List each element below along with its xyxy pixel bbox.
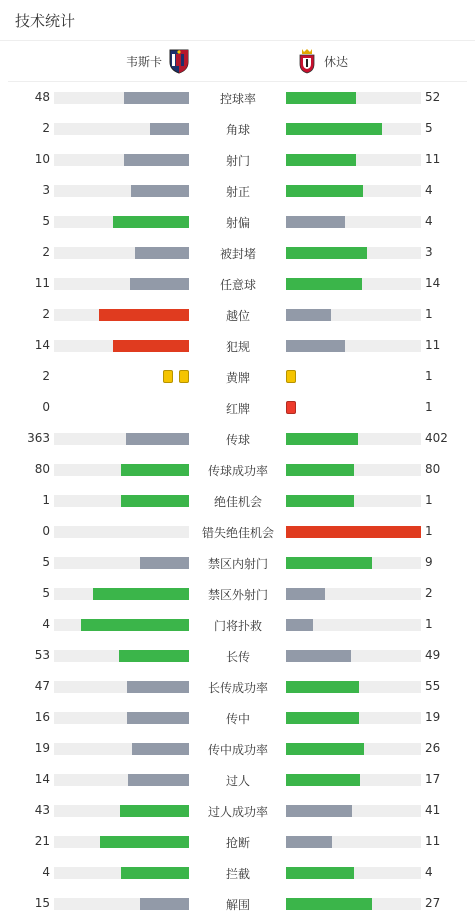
away-stat-bar-fill <box>286 433 358 445</box>
away-stat-bar <box>286 774 421 786</box>
stat-row <box>0 454 475 485</box>
away-stat-bar-fill <box>286 774 360 786</box>
away-stat-value: 4 <box>425 865 433 879</box>
stat-label: 射门 <box>225 154 250 168</box>
stats-list <box>0 82 475 919</box>
home-stat-value: 0 <box>42 524 50 538</box>
away-stat-bar <box>286 743 421 755</box>
away-stat-value: 80 <box>425 462 441 476</box>
home-stat-bar-fill <box>135 247 189 259</box>
away-stat-bar <box>286 557 421 569</box>
yellow-card-icon <box>163 370 173 383</box>
away-stat-bar-fill <box>286 805 352 817</box>
home-stat-bar <box>54 681 189 693</box>
page-header <box>0 0 475 41</box>
home-stat-value: 16 <box>34 710 50 724</box>
home-stat-value: 5 <box>42 555 50 569</box>
home-stat-value: 1 <box>42 493 50 507</box>
home-stat-value: 5 <box>42 586 50 600</box>
home-stat-value: 19 <box>34 741 50 755</box>
stat-row <box>0 361 475 392</box>
stat-label: 解围 <box>225 898 250 912</box>
home-stat-bar <box>54 650 189 662</box>
stat-row <box>0 299 475 330</box>
home-stat-bar <box>54 588 189 600</box>
home-stat-bar-fill <box>113 340 189 352</box>
away-stat-bar <box>286 433 421 445</box>
away-stat-value: 26 <box>425 741 441 755</box>
stat-label: 黄牌 <box>225 371 250 385</box>
away-team-crest-icon <box>296 48 318 74</box>
away-stat-value: 402 <box>425 431 448 445</box>
away-stat-bar <box>286 805 421 817</box>
home-stat-bar-fill <box>81 619 189 631</box>
away-stat-bar <box>286 495 421 507</box>
home-stat-bar <box>54 154 189 166</box>
away-team[interactable] <box>296 41 348 81</box>
page-title: 技术统计 <box>15 11 76 30</box>
home-stat-value: 5 <box>42 214 50 228</box>
away-stat-value: 17 <box>425 772 441 786</box>
away-stat-bar-fill <box>286 340 345 352</box>
home-stat-value: 3 <box>42 183 50 197</box>
stat-row <box>0 609 475 640</box>
home-stat-bar <box>54 898 189 910</box>
away-stat-bar-fill <box>286 309 331 321</box>
away-stat-bar-fill <box>286 557 372 569</box>
stat-row <box>0 578 475 609</box>
away-stat-value: 3 <box>425 245 433 259</box>
home-stat-bar-fill <box>130 278 189 290</box>
stat-label: 错失绝佳机会 <box>201 526 274 540</box>
home-stat-bar <box>54 123 189 135</box>
stat-row <box>0 764 475 795</box>
away-stat-bar <box>286 526 421 538</box>
stat-label: 传中成功率 <box>207 743 268 757</box>
home-stat-bar <box>54 836 189 848</box>
home-stat-bar <box>54 340 189 352</box>
stat-label: 红牌 <box>225 402 250 416</box>
stat-label: 过人 <box>225 774 250 788</box>
away-stat-bar-fill <box>286 681 359 693</box>
home-stat-value: 15 <box>34 896 50 910</box>
away-stat-bar <box>286 650 421 662</box>
home-team-name: 韦斯卡 <box>126 54 163 69</box>
stat-label: 过人成功率 <box>207 805 268 819</box>
home-stat-value: 11 <box>34 276 50 290</box>
home-stat-bar-fill <box>124 92 189 104</box>
away-stat-bar-fill <box>286 123 382 135</box>
away-stat-value: 19 <box>425 710 441 724</box>
away-stat-bar <box>286 712 421 724</box>
away-stat-value: 49 <box>425 648 441 662</box>
home-stat-value: 43 <box>34 803 50 817</box>
home-stat-value: 2 <box>42 307 50 321</box>
home-stat-value: 14 <box>34 772 50 786</box>
stat-row <box>0 268 475 299</box>
away-stat-bar-fill <box>286 588 325 600</box>
away-stat-bar <box>286 185 421 197</box>
away-stat-bar <box>286 867 421 879</box>
stat-label: 角球 <box>225 123 250 137</box>
stat-label: 犯规 <box>225 340 250 354</box>
away-stat-bar <box>286 588 421 600</box>
home-stat-bar-fill <box>132 743 189 755</box>
stat-row <box>0 206 475 237</box>
stat-row <box>0 671 475 702</box>
home-stat-value: 2 <box>42 121 50 135</box>
away-cards <box>286 370 296 384</box>
away-stat-value: 4 <box>425 214 433 228</box>
stat-label: 被封堵 <box>219 247 256 261</box>
stat-label: 传中 <box>225 712 250 726</box>
home-stat-bar <box>54 433 189 445</box>
home-stat-bar <box>54 495 189 507</box>
home-stat-bar <box>54 185 189 197</box>
home-stat-value: 47 <box>34 679 50 693</box>
home-stat-bar-fill <box>121 464 189 476</box>
home-stat-bar <box>54 309 189 321</box>
stat-label: 长传成功率 <box>207 681 268 695</box>
away-stat-bar-fill <box>286 898 372 910</box>
home-stat-bar <box>54 464 189 476</box>
away-stat-bar <box>286 278 421 290</box>
home-stat-bar-fill <box>150 123 189 135</box>
stat-label: 禁区外射门 <box>207 588 268 602</box>
away-stat-bar-fill <box>286 495 354 507</box>
away-stat-value: 1 <box>425 307 433 321</box>
stat-row <box>0 175 475 206</box>
home-team-crest-icon <box>168 48 190 74</box>
home-stat-value: 14 <box>34 338 50 352</box>
home-stat-bar-fill <box>140 898 189 910</box>
away-stat-value: 1 <box>425 369 433 383</box>
home-cards <box>163 370 189 384</box>
away-stat-bar <box>286 154 421 166</box>
home-stat-bar-fill <box>127 712 189 724</box>
stat-row <box>0 826 475 857</box>
home-stat-value: 10 <box>34 152 50 166</box>
yellow-card-icon <box>179 370 189 383</box>
away-stat-value: 14 <box>425 276 441 290</box>
away-stat-bar <box>286 681 421 693</box>
home-team[interactable] <box>126 41 190 81</box>
stat-row <box>0 330 475 361</box>
home-stat-value: 53 <box>34 648 50 662</box>
away-stat-bar-fill <box>286 464 354 476</box>
away-stat-value: 55 <box>425 679 441 693</box>
away-stat-bar <box>286 92 421 104</box>
home-stat-bar <box>54 526 189 538</box>
away-stat-bar-fill <box>286 619 313 631</box>
home-stat-bar <box>54 619 189 631</box>
home-stat-value: 80 <box>34 462 50 476</box>
away-stat-bar-fill <box>286 867 354 879</box>
away-stat-bar-fill <box>286 216 345 228</box>
home-stat-bar-fill <box>131 185 189 197</box>
away-stat-bar-fill <box>286 650 351 662</box>
away-stat-bar <box>286 309 421 321</box>
away-stat-bar-fill <box>286 836 332 848</box>
away-stat-bar <box>286 898 421 910</box>
home-stat-bar-fill <box>120 805 189 817</box>
away-stat-bar <box>286 123 421 135</box>
home-stat-bar <box>54 216 189 228</box>
home-stat-bar <box>54 557 189 569</box>
stat-row <box>0 702 475 733</box>
home-stat-bar <box>54 247 189 259</box>
away-stat-value: 27 <box>425 896 441 910</box>
away-stat-bar-fill <box>286 712 359 724</box>
home-stat-bar <box>54 278 189 290</box>
teams-header <box>8 41 467 82</box>
away-stat-value: 4 <box>425 183 433 197</box>
home-stat-bar-fill <box>121 867 189 879</box>
away-stat-value: 9 <box>425 555 433 569</box>
away-stat-value: 1 <box>425 617 433 631</box>
away-stat-bar <box>286 216 421 228</box>
stat-label: 绝佳机会 <box>213 495 262 509</box>
stat-row <box>0 237 475 268</box>
away-stat-bar <box>286 464 421 476</box>
stat-row <box>0 547 475 578</box>
stat-row <box>0 795 475 826</box>
stat-label: 任意球 <box>219 278 256 292</box>
away-stat-bar <box>286 340 421 352</box>
away-stat-value: 1 <box>425 493 433 507</box>
away-stat-value: 11 <box>425 152 441 166</box>
home-stat-value: 4 <box>42 617 50 631</box>
stat-row <box>0 392 475 423</box>
stat-row <box>0 516 475 547</box>
away-stat-bar-fill <box>286 185 363 197</box>
home-stat-bar-fill <box>140 557 189 569</box>
stat-label: 禁区内射门 <box>207 557 268 571</box>
away-stat-value: 2 <box>425 586 433 600</box>
stat-label: 控球率 <box>219 92 256 106</box>
home-stat-value: 21 <box>34 834 50 848</box>
home-stat-value: 2 <box>42 245 50 259</box>
home-stat-bar <box>54 867 189 879</box>
away-stat-bar <box>286 247 421 259</box>
home-stat-value: 48 <box>34 90 50 104</box>
away-stat-bar-fill <box>286 278 362 290</box>
home-stat-bar-fill <box>124 154 189 166</box>
away-stat-value: 11 <box>425 338 441 352</box>
away-stat-bar <box>286 619 421 631</box>
away-stat-value: 1 <box>425 400 433 414</box>
stat-label: 门将扑救 <box>213 619 262 633</box>
stat-row <box>0 733 475 764</box>
home-stat-bar <box>54 805 189 817</box>
stat-label: 越位 <box>225 309 250 323</box>
stat-row <box>0 485 475 516</box>
stat-label: 射正 <box>225 185 250 199</box>
stat-row <box>0 144 475 175</box>
home-stat-bar <box>54 92 189 104</box>
away-stat-value: 41 <box>425 803 441 817</box>
stat-label: 抢断 <box>225 836 250 850</box>
away-cards <box>286 401 296 415</box>
home-stat-bar <box>54 774 189 786</box>
home-stat-bar-fill <box>128 774 189 786</box>
home-stat-bar <box>54 712 189 724</box>
stat-row <box>0 423 475 454</box>
home-stat-value: 0 <box>42 400 50 414</box>
stat-label: 拦截 <box>225 867 250 881</box>
yellow-card-icon <box>286 370 296 383</box>
away-team-name: 休达 <box>324 54 349 69</box>
stat-row <box>0 82 475 113</box>
stat-label: 长传 <box>225 650 250 664</box>
away-stat-value: 52 <box>425 90 441 104</box>
home-stat-value: 4 <box>42 865 50 879</box>
home-stat-bar-fill <box>121 495 189 507</box>
home-stat-bar-fill <box>127 681 189 693</box>
stat-label: 传球成功率 <box>207 464 268 478</box>
away-stat-bar-fill <box>286 247 367 259</box>
away-stat-bar-fill <box>286 92 356 104</box>
home-stat-bar-fill <box>113 216 189 228</box>
home-stat-bar-fill <box>99 309 189 321</box>
stat-label: 传球 <box>225 433 250 447</box>
home-stat-bar-fill <box>100 836 189 848</box>
away-stat-bar <box>286 836 421 848</box>
home-stat-value: 363 <box>27 431 50 445</box>
home-stat-bar-fill <box>126 433 189 445</box>
away-stat-value: 1 <box>425 524 433 538</box>
home-stat-value: 2 <box>42 369 50 383</box>
home-stat-bar-fill <box>119 650 189 662</box>
away-stat-value: 11 <box>425 834 441 848</box>
home-stat-bar-fill <box>93 588 189 600</box>
stat-label: 射偏 <box>225 216 250 230</box>
away-stat-bar-fill <box>286 526 421 538</box>
home-stat-bar <box>54 743 189 755</box>
stat-row <box>0 857 475 888</box>
away-stat-bar-fill <box>286 743 364 755</box>
away-stat-value: 5 <box>425 121 433 135</box>
red-card-icon <box>286 401 296 414</box>
stat-row <box>0 113 475 144</box>
away-stat-bar-fill <box>286 154 356 166</box>
stat-row <box>0 888 475 919</box>
stat-row <box>0 640 475 671</box>
